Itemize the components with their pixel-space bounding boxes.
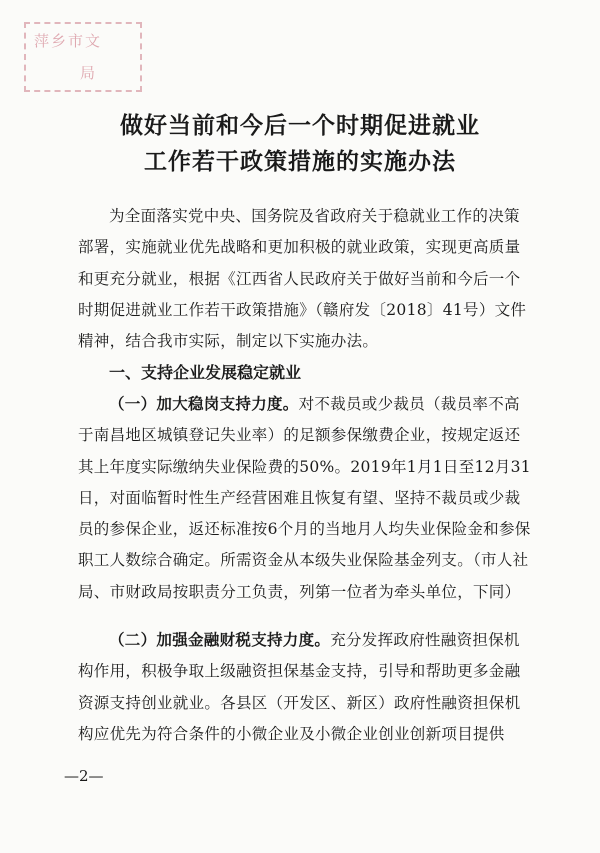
item-2-lead: （二）加强金融财税支持力度。	[109, 631, 331, 649]
page-number: —2—	[64, 767, 104, 785]
official-seal-stamp	[24, 22, 142, 92]
document-title-line1: 做好当前和今后一个时期促进就业	[120, 113, 480, 139]
stamp-text-line2: 局	[80, 64, 98, 82]
document-title-line2: 工作若干政策措施的实施办法	[144, 149, 456, 175]
stamp-text-line1: 萍乡市文	[34, 32, 103, 50]
paragraph-item-2	[78, 625, 532, 750]
paragraph-item-1	[78, 389, 532, 608]
item-1-lead: （一）加大稳岗支持力度。	[109, 395, 299, 413]
item-1-text: 对不裁员或少裁员（裁员率不高于南昌地区城镇登记失业率）的足额参保缴费企业，按规定返还其上年度实际缴纳失业保险费的50%。2019年1月1日至12月31日，对面临暂时性生产经营困难且恢复有望、坚持不裁员或少裁员的参保企业，返还标准按6个月的当地月人均失业保险金和参保职工人数综合确定。所需资金从本级失业保险基金列支。（市人社局、市财政局按职责分工负责，列第一位者为牵头单位，下同）	[78, 395, 531, 601]
item-2-text: 充分发挥政府性融资担保机构作用，积极争取上级融资担保基金支持，引导和帮助更多金融资源支持创业就业。各县区（开发区、新区）政府性融资担保机构应优先为符合条件的小微企业及小微企业创业创新项目提供	[78, 631, 521, 743]
section-heading: 一、支持企业发展稳定就业	[109, 363, 302, 382]
intro-paragraph: 为全面落实党中央、国务院及省政府关于稳就业工作的决策部署，实施就业优先战略和更加积极的就业政策，实现更高质量和更充分就业，根据《江西省人民政府关于做好当前和今后一个时期促进就业工作若干政策措施》（赣府发〔2018〕41号）文件精神，结合我市实际，制定以下实施办法。	[78, 207, 527, 351]
